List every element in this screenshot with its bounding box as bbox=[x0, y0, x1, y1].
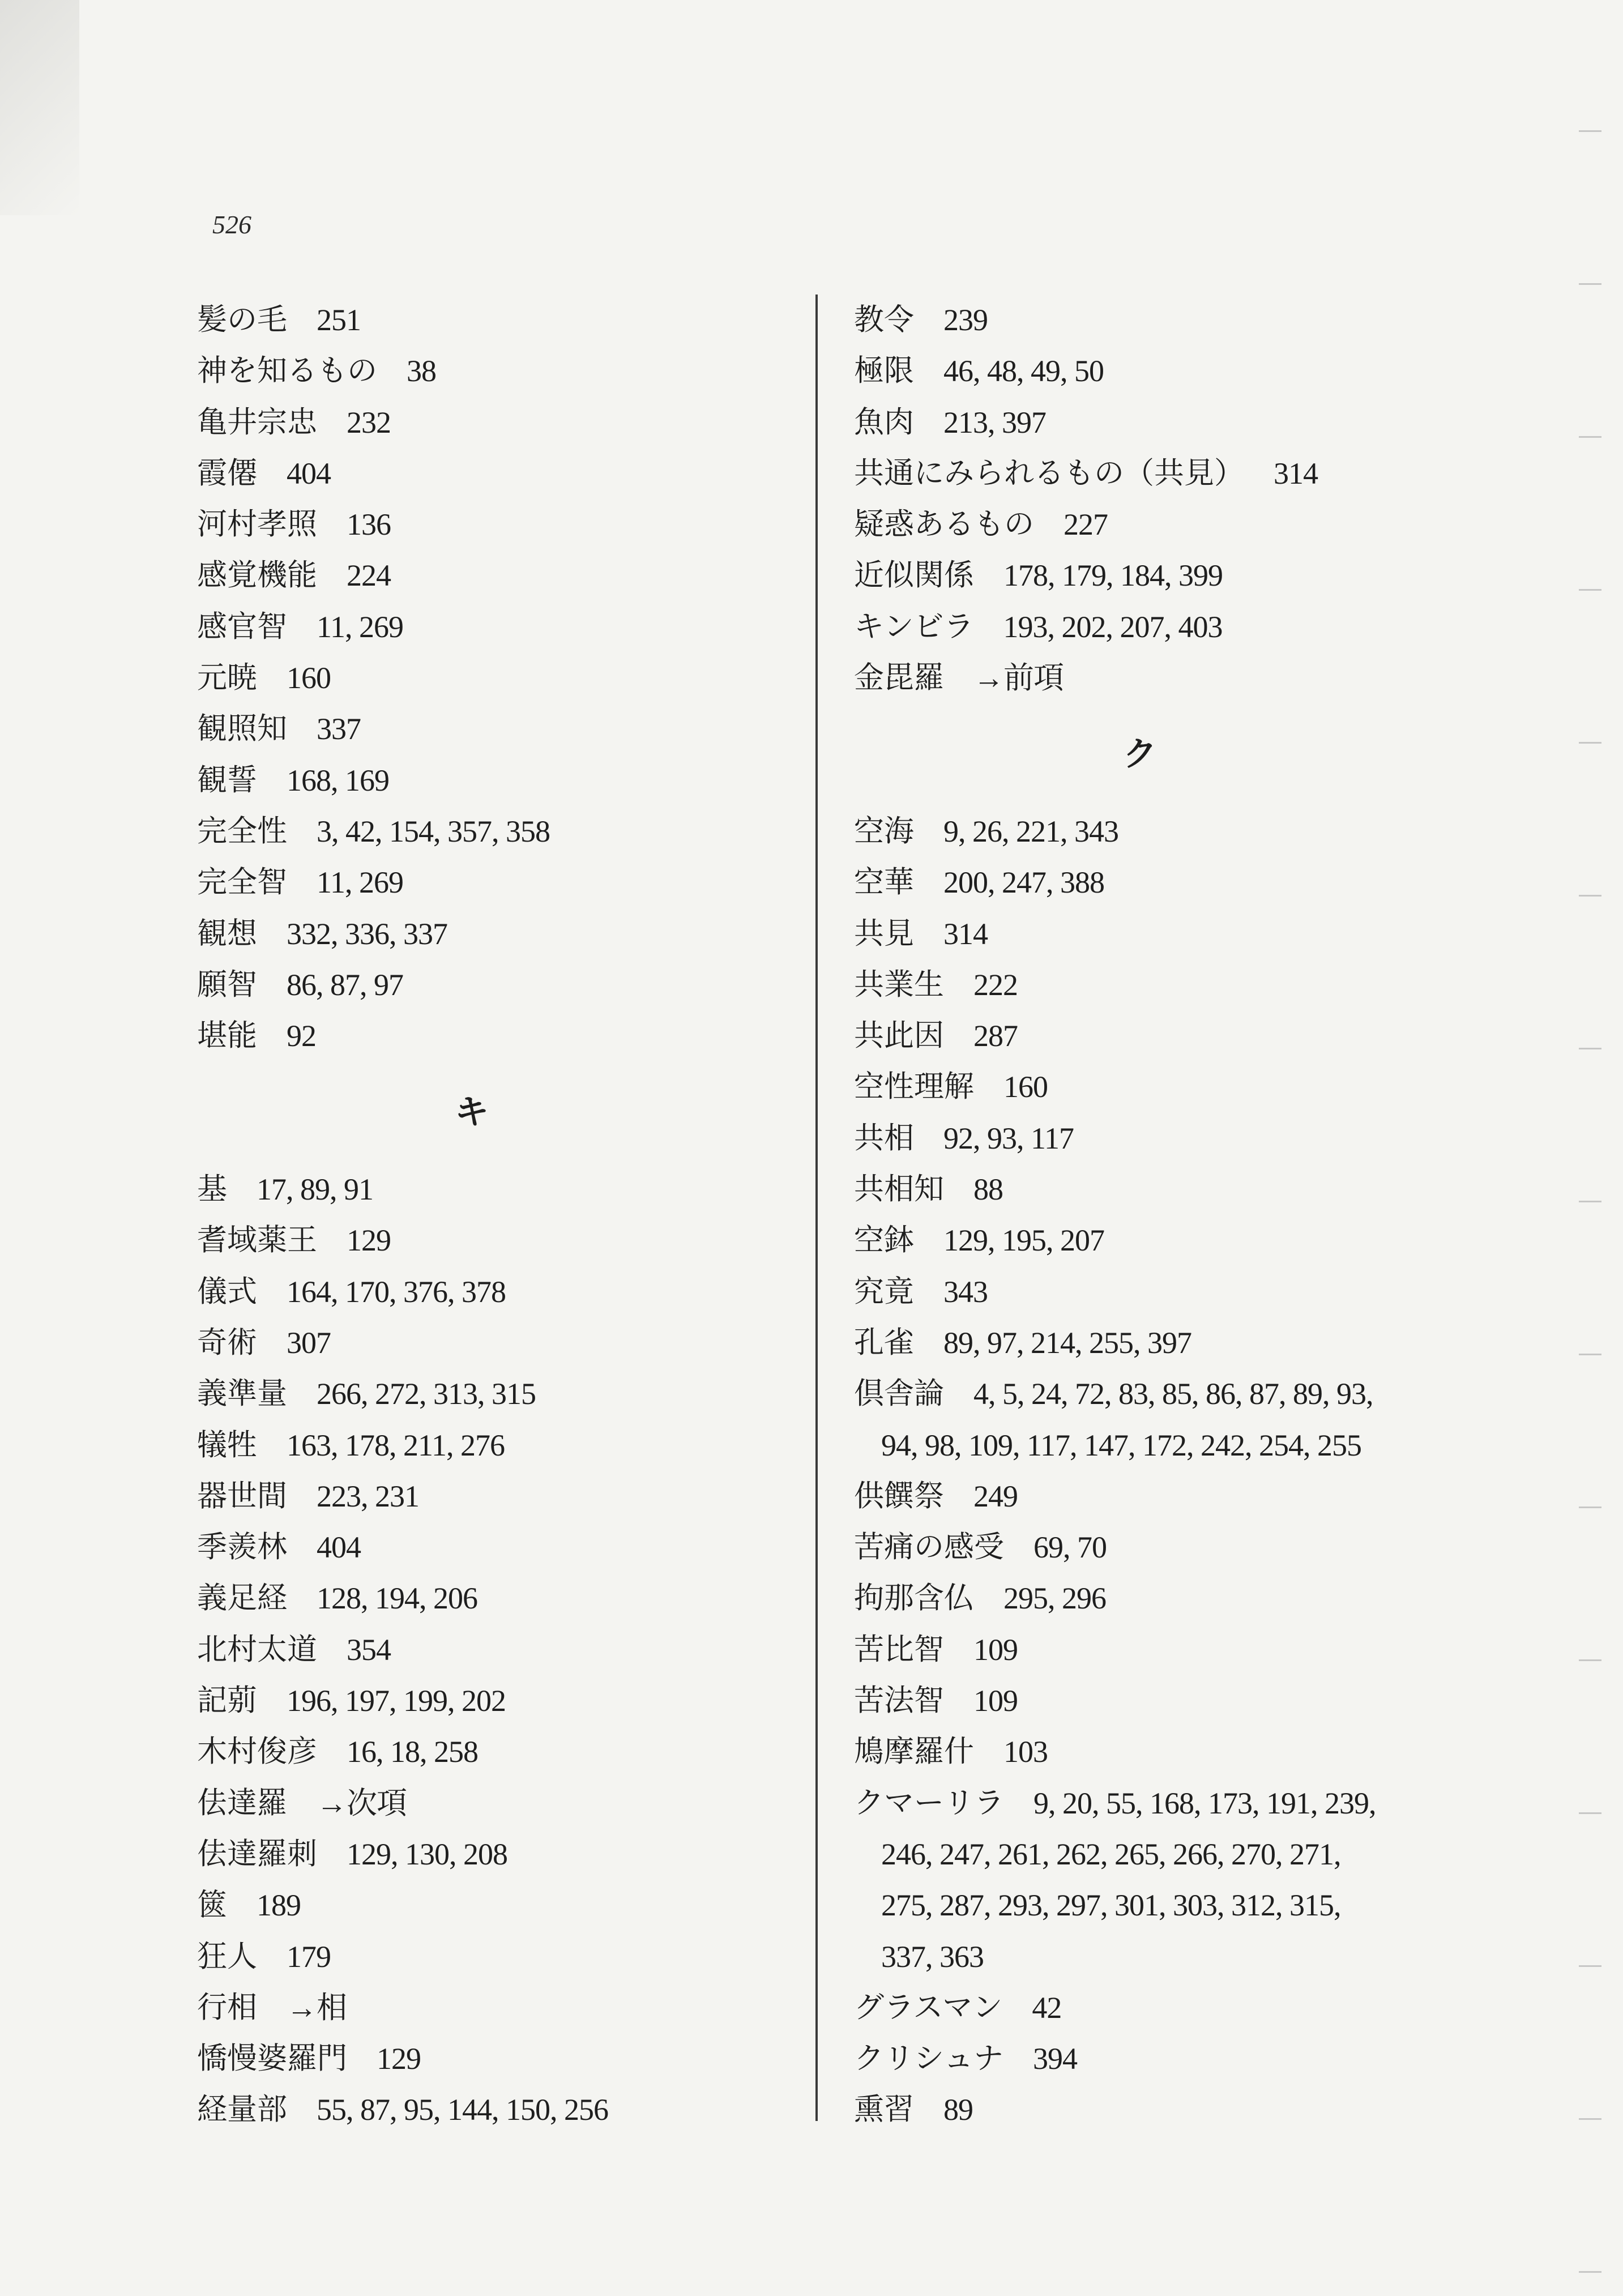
index-entry-continuation bbox=[854, 1931, 1505, 1982]
index-entry bbox=[197, 755, 792, 806]
entry-term: クマーリラ bbox=[854, 1785, 1004, 1820]
entry-pages: 232 bbox=[347, 405, 391, 439]
entry-pages: 193, 202, 207, 403 bbox=[1003, 609, 1223, 644]
entry-term: 義足経 bbox=[197, 1581, 287, 1616]
entry-pages: 55, 87, 95, 144, 150, 256 bbox=[317, 2093, 608, 2127]
entry-term: 経量部 bbox=[197, 2092, 287, 2127]
entry-pages: 168, 169 bbox=[287, 763, 389, 797]
entry-pages: 16, 18, 258 bbox=[347, 1735, 478, 1769]
entry-pages: 17, 89, 91 bbox=[257, 1172, 373, 1207]
index-entry bbox=[197, 2033, 792, 2084]
entry-pages: 88 bbox=[973, 1172, 1003, 1207]
index-entry bbox=[854, 1522, 1505, 1573]
index-entry bbox=[854, 1624, 1505, 1675]
index-entry bbox=[197, 295, 792, 345]
index-column-right bbox=[854, 295, 1505, 2136]
index-entry bbox=[854, 857, 1505, 908]
entry-pages: 11, 269 bbox=[317, 609, 403, 644]
entry-term: 空海 bbox=[854, 813, 914, 848]
index-entry bbox=[197, 1675, 792, 1726]
index-entry bbox=[854, 806, 1505, 857]
index-entry bbox=[197, 703, 792, 754]
entry-term: 河村孝照 bbox=[197, 507, 317, 542]
entry-pages: 179 bbox=[287, 1939, 331, 1974]
entry-pages: 42 bbox=[1032, 1990, 1062, 2025]
index-entry bbox=[854, 652, 1505, 703]
entry-pages: 337, 363 bbox=[881, 1939, 984, 1974]
entry-pages: 249 bbox=[973, 1479, 1018, 1513]
index-entry bbox=[197, 601, 792, 652]
entry-term: 疑惑あるもの bbox=[854, 507, 1034, 542]
entry-pages: 295, 296 bbox=[1003, 1581, 1106, 1616]
page-number: 526 bbox=[212, 210, 251, 239]
entry-pages: 11, 269 bbox=[317, 865, 403, 900]
index-entry bbox=[197, 2084, 792, 2135]
entry-term: 空華 bbox=[854, 865, 914, 900]
entry-pages: 266, 272, 313, 315 bbox=[317, 1377, 536, 1411]
entry-pages: 287 bbox=[973, 1019, 1018, 1053]
column-divider bbox=[815, 295, 818, 2121]
index-entry bbox=[854, 601, 1505, 652]
entry-pages: 129, 130, 208 bbox=[347, 1837, 507, 1871]
entry-pages: 3, 42, 154, 357, 358 bbox=[317, 814, 550, 848]
entry-term: 完全智 bbox=[197, 865, 287, 900]
section-heading: ク bbox=[1123, 735, 1157, 775]
entry-term: 堪能 bbox=[197, 1018, 257, 1053]
entry-pages: 314 bbox=[943, 916, 988, 951]
entry-pages: 89 bbox=[943, 2093, 973, 2127]
entry-term: 共業生 bbox=[854, 967, 944, 1002]
entry-term: 苦痛の感受 bbox=[854, 1530, 1004, 1565]
entry-term: 願智 bbox=[197, 967, 257, 1002]
entry-pages: 160 bbox=[1003, 1070, 1048, 1104]
entry-term: 季羨林 bbox=[197, 1530, 287, 1565]
index-entry bbox=[854, 1061, 1505, 1112]
entry-term: 共見 bbox=[854, 916, 914, 951]
index-entry bbox=[197, 1726, 792, 1777]
entry-term: 観誓 bbox=[197, 762, 257, 797]
index-entry bbox=[854, 499, 1505, 550]
index-entry bbox=[197, 959, 792, 1010]
index-entry bbox=[197, 652, 792, 703]
entry-term: 基 bbox=[197, 1172, 227, 1207]
entry-term: 魚肉 bbox=[854, 404, 914, 439]
entry-pages: 224 bbox=[347, 558, 391, 593]
entry-term: 鳩摩羅什 bbox=[854, 1734, 974, 1769]
entry-term: 器世間 bbox=[197, 1478, 287, 1513]
entry-pages: 189 bbox=[257, 1888, 301, 1923]
index-entry bbox=[854, 1471, 1505, 1522]
entry-term: 拘那含仏 bbox=[854, 1581, 974, 1616]
entry-term: 倶舎論 bbox=[854, 1376, 944, 1411]
entry-pages: 354 bbox=[347, 1632, 391, 1667]
entry-term: 教令 bbox=[854, 302, 914, 337]
index-entry-continuation bbox=[854, 1420, 1505, 1471]
entry-pages: 196, 197, 199, 202 bbox=[287, 1684, 506, 1718]
entry-term: キンビラ bbox=[854, 609, 974, 644]
entry-pages: 163, 178, 211, 276 bbox=[287, 1428, 505, 1462]
entry-term: 苦比智 bbox=[854, 1632, 944, 1667]
index-entry bbox=[854, 1164, 1505, 1215]
index-entry bbox=[197, 397, 792, 448]
index-entry bbox=[197, 1368, 792, 1419]
index-entry bbox=[854, 345, 1505, 396]
entry-term: 空性理解 bbox=[854, 1069, 974, 1104]
entry-term: 犠牲 bbox=[197, 1427, 257, 1462]
index-entry bbox=[197, 1266, 792, 1317]
entry-pages: 92 bbox=[287, 1019, 316, 1053]
index-entry bbox=[197, 1624, 792, 1675]
index-entry bbox=[197, 1010, 792, 1061]
entry-pages: 129, 195, 207 bbox=[943, 1223, 1104, 1258]
entry-term: 完全性 bbox=[197, 813, 287, 848]
index-entry bbox=[854, 1778, 1505, 1829]
index-entry bbox=[197, 908, 792, 959]
entry-pages: 9, 26, 221, 343 bbox=[943, 814, 1118, 848]
entry-pages: 46, 48, 49, 50 bbox=[943, 354, 1104, 389]
scan-edge-marks bbox=[1579, 0, 1601, 2296]
index-entry bbox=[854, 1317, 1505, 1368]
entry-pages: 164, 170, 376, 378 bbox=[287, 1274, 506, 1309]
index-entry bbox=[854, 1266, 1505, 1317]
index-entry bbox=[854, 908, 1505, 959]
entry-term: 憍慢婆羅門 bbox=[197, 2041, 347, 2076]
entry-pages: →相 bbox=[287, 1990, 347, 2025]
entry-term: 孔雀 bbox=[854, 1325, 914, 1360]
entry-pages: →次項 bbox=[317, 1786, 407, 1820]
entry-term: 苦法智 bbox=[854, 1683, 944, 1718]
entry-pages: 103 bbox=[1003, 1735, 1048, 1769]
index-entry bbox=[197, 1317, 792, 1368]
entry-pages: 246, 247, 261, 262, 265, 266, 270, 271, bbox=[881, 1837, 1341, 1871]
entry-pages: 314 bbox=[1274, 456, 1318, 490]
index-entry-continuation bbox=[854, 1880, 1505, 1931]
index-entry bbox=[197, 1215, 792, 1266]
index-entry bbox=[854, 1113, 1505, 1164]
entry-pages: 160 bbox=[287, 661, 331, 695]
scan-corner-noise bbox=[0, 0, 79, 215]
entry-term: 極限 bbox=[854, 353, 914, 389]
entry-term: グラスマン bbox=[854, 1990, 1003, 2025]
index-entry bbox=[854, 295, 1505, 345]
entry-pages: 128, 194, 206 bbox=[317, 1581, 477, 1616]
index-entry bbox=[854, 550, 1505, 601]
entry-pages: 69, 70 bbox=[1033, 1530, 1107, 1565]
index-entry-continuation bbox=[854, 1829, 1505, 1880]
entry-term: 神を知るもの bbox=[197, 353, 377, 389]
entry-pages: 200, 247, 388 bbox=[943, 865, 1104, 900]
entry-pages: 89, 97, 214, 255, 397 bbox=[943, 1325, 1191, 1360]
entry-term: 義準量 bbox=[197, 1376, 287, 1411]
index-entry bbox=[854, 397, 1505, 448]
entry-pages: 251 bbox=[317, 303, 361, 337]
entry-term: 元暁 bbox=[197, 660, 257, 695]
index-entry bbox=[854, 1010, 1505, 1061]
index-entry bbox=[197, 806, 792, 857]
entry-term: 行相 bbox=[197, 1990, 257, 2025]
entry-pages: 275, 287, 293, 297, 301, 303, 312, 315, bbox=[881, 1888, 1341, 1923]
entry-term: 佉達羅 bbox=[197, 1785, 287, 1820]
entry-term: 供饌祭 bbox=[854, 1478, 944, 1513]
entry-pages: 213, 397 bbox=[943, 405, 1046, 439]
entry-term: 近似関係 bbox=[854, 558, 974, 593]
index-entry bbox=[197, 857, 792, 908]
index-column-left bbox=[197, 295, 792, 2136]
index-entry bbox=[854, 2033, 1505, 2084]
entry-pages: 394 bbox=[1032, 2042, 1077, 2076]
index-entry bbox=[854, 1573, 1505, 1624]
entry-term: 共此因 bbox=[854, 1018, 944, 1053]
entry-pages: 129 bbox=[347, 1223, 391, 1258]
index-entry bbox=[197, 1522, 792, 1573]
entry-pages: 404 bbox=[287, 456, 331, 490]
entry-pages: 223, 231 bbox=[317, 1479, 419, 1513]
index-entry bbox=[854, 2084, 1505, 2135]
entry-term: 感覚機能 bbox=[197, 558, 317, 593]
entry-pages: 136 bbox=[347, 507, 391, 542]
index-entry bbox=[197, 1164, 792, 1215]
entry-term: 髪の毛 bbox=[197, 302, 287, 337]
index-entry bbox=[854, 1215, 1505, 1266]
section-heading: キ bbox=[455, 1092, 489, 1133]
index-entry bbox=[854, 1368, 1505, 1419]
entry-pages: 94, 98, 109, 117, 147, 172, 242, 254, 255 bbox=[881, 1428, 1361, 1462]
entry-pages: 109 bbox=[973, 1684, 1018, 1718]
entry-term: 空鉢 bbox=[854, 1223, 914, 1258]
index-entry bbox=[197, 1931, 792, 1982]
index-entry bbox=[197, 448, 792, 499]
entry-pages: 9, 20, 55, 168, 173, 191, 239, bbox=[1033, 1786, 1376, 1820]
entry-pages: 38 bbox=[407, 354, 436, 389]
entry-pages: 307 bbox=[287, 1325, 331, 1360]
entry-term: 記莂 bbox=[197, 1683, 257, 1718]
entry-term: 儀式 bbox=[197, 1274, 257, 1309]
entry-pages: 129 bbox=[377, 2042, 421, 2076]
entry-pages: 4, 5, 24, 72, 83, 85, 86, 87, 89, 93, bbox=[973, 1377, 1373, 1411]
entry-term: 観照知 bbox=[197, 711, 287, 746]
entry-pages: 222 bbox=[973, 967, 1018, 1002]
entry-term: 亀井宗忠 bbox=[197, 404, 317, 439]
entry-term: 共通にみられるもの（共見） bbox=[854, 455, 1244, 490]
index-entry bbox=[197, 1420, 792, 1471]
entry-pages: 109 bbox=[973, 1632, 1018, 1667]
entry-pages: 337 bbox=[317, 712, 361, 746]
entry-pages: 343 bbox=[943, 1274, 988, 1309]
entry-term: 奇術 bbox=[197, 1325, 257, 1360]
index-entry bbox=[197, 1573, 792, 1624]
entry-pages: 86, 87, 97 bbox=[287, 967, 403, 1002]
index-entry bbox=[197, 1982, 792, 2033]
entry-term: 共相 bbox=[854, 1120, 914, 1155]
index-entry bbox=[197, 1778, 792, 1829]
entry-term: 感官智 bbox=[197, 609, 287, 644]
entry-term: クリシュナ bbox=[854, 2041, 1003, 2076]
entry-pages: 227 bbox=[1064, 507, 1108, 542]
entry-term: 究竟 bbox=[854, 1274, 914, 1309]
entry-term: 篋 bbox=[197, 1888, 227, 1923]
entry-term: 北村太道 bbox=[197, 1632, 317, 1667]
entry-term: 熏習 bbox=[854, 2092, 914, 2127]
entry-pages: 332, 336, 337 bbox=[287, 916, 447, 951]
entry-pages: 92, 93, 117 bbox=[943, 1121, 1074, 1155]
index-entry bbox=[197, 1471, 792, 1522]
index-entry bbox=[197, 550, 792, 601]
entry-term: 金毘羅 bbox=[854, 660, 944, 695]
index-entry bbox=[854, 448, 1505, 499]
entry-term: 狂人 bbox=[197, 1939, 257, 1974]
index-entry bbox=[197, 1880, 792, 1931]
entry-term: 耆域薬王 bbox=[197, 1223, 317, 1258]
entry-pages: 404 bbox=[317, 1530, 361, 1565]
index-entry bbox=[854, 959, 1505, 1010]
index-entry bbox=[854, 1675, 1505, 1726]
entry-term: 木村俊彦 bbox=[197, 1734, 317, 1769]
index-entry bbox=[197, 499, 792, 550]
entry-term: 佉達羅刺 bbox=[197, 1836, 317, 1871]
index-entry bbox=[854, 1726, 1505, 1777]
index-entry bbox=[197, 345, 792, 396]
entry-term: 共相知 bbox=[854, 1172, 944, 1207]
entry-pages: →前項 bbox=[973, 661, 1064, 695]
entry-term: 霞僊 bbox=[197, 455, 257, 490]
entry-term: 観想 bbox=[197, 916, 257, 951]
index-entry bbox=[197, 1829, 792, 1880]
index-entry bbox=[854, 1982, 1505, 2033]
entry-pages: 239 bbox=[943, 303, 988, 337]
entry-pages: 178, 179, 184, 399 bbox=[1003, 558, 1223, 593]
